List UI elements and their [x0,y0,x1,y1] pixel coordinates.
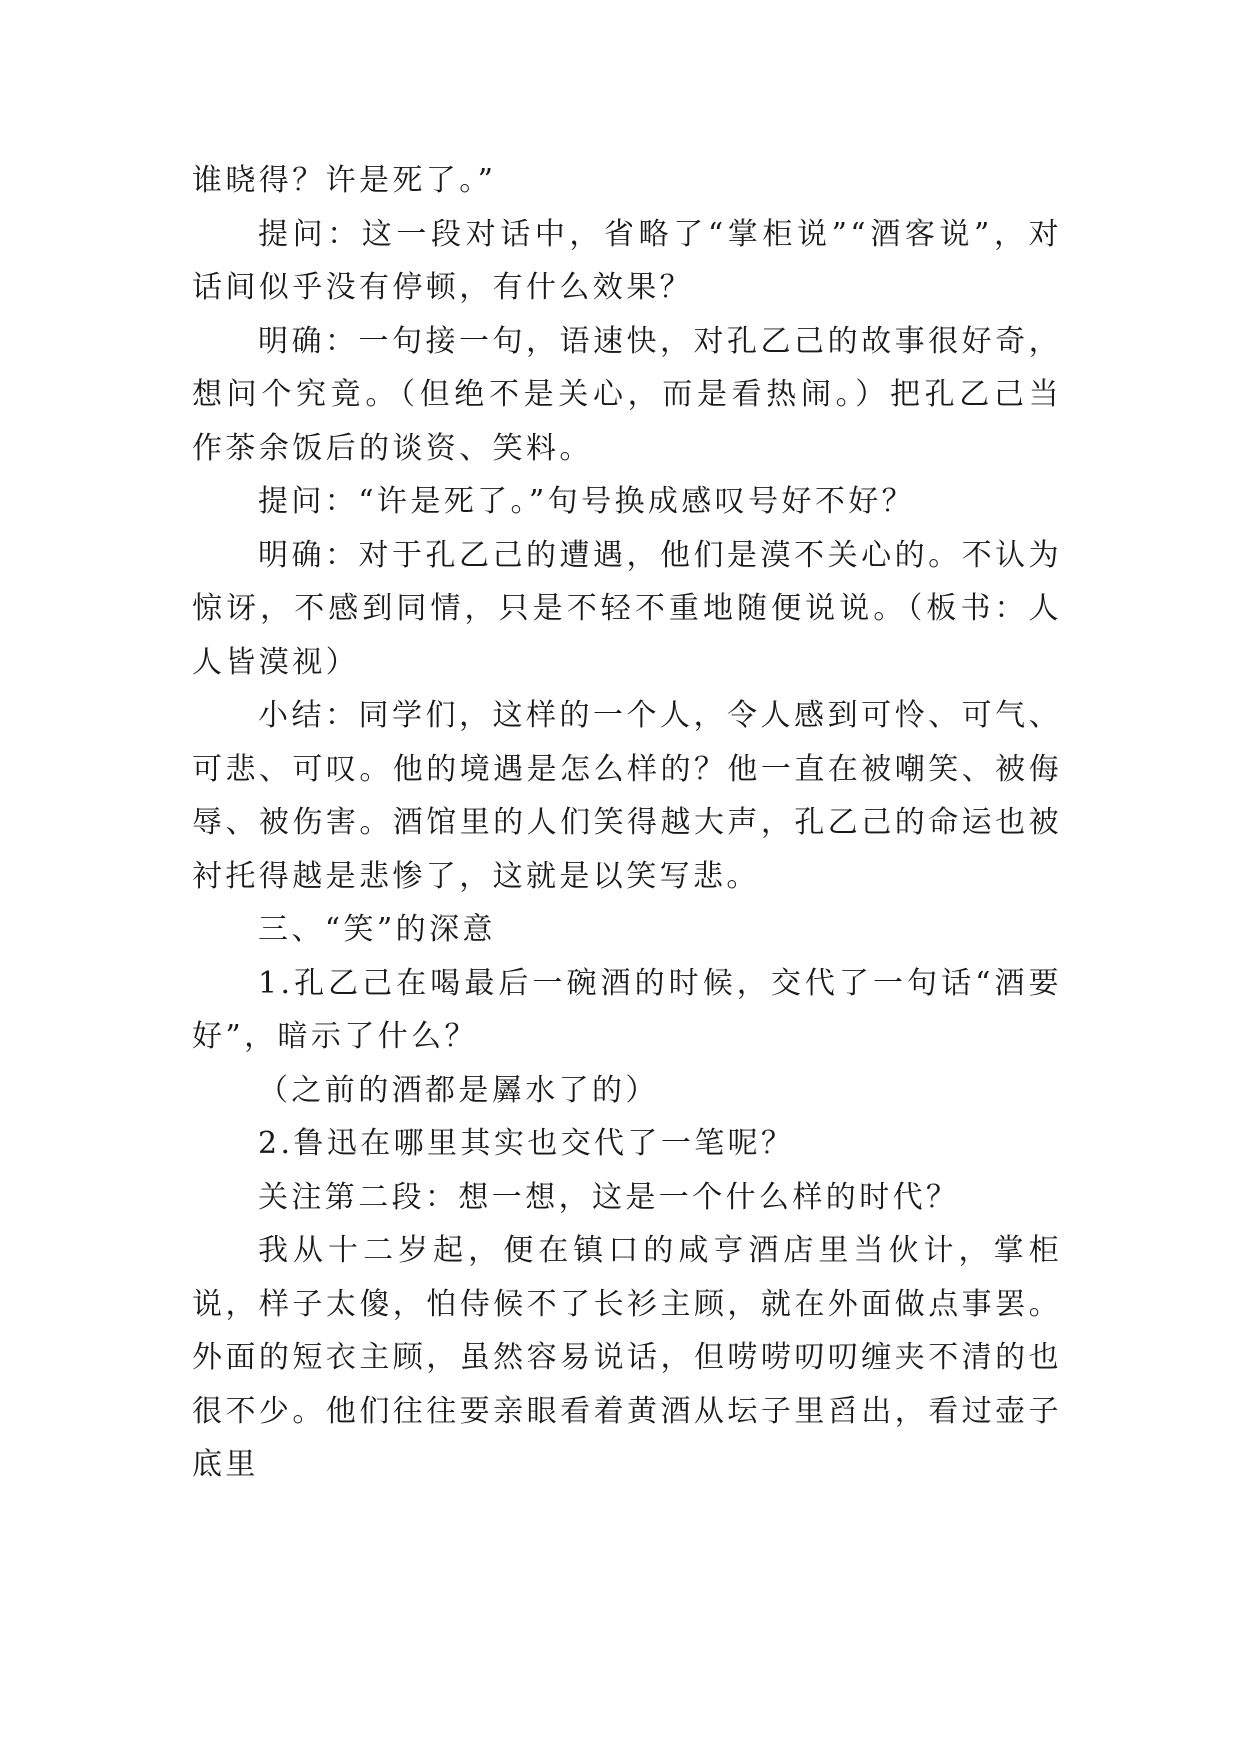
section-heading: 三、“笑”的深意 [258,912,496,947]
paragraph-3: 明确：一句接一句，语速快，对孔乙己的故事很好奇，想问个究竟。（但绝不是关心，而是看热闹。）把孔乙己当作茶余饭后的谈资、笑料。 [192,323,1062,466]
quoted-passage: 我从十二岁起，便在镇口的咸亨酒店里当伙计，掌柜说，样子太傻，怕侍候不了长衫主顾，就在外面做点事罢。外面的短衣主顾，虽然容易说话，但唠唠叨叨缠夹不清的也很不少。他们往往要亲眼看着黄酒从坛子里舀出，看过壶子底里 [192,1233,1062,1482]
paragraph-6: 小结：同学们，这样的一个人，令人感到可怜、可气、可悲、可叹。他的境遇是怎么样的？他一直在被嘲笑、被侮辱、被伤害。酒馆里的人们笑得越大声，孔乙己的命运也被衬托得越是悲惨了，这就是以笑写悲。 [192,698,1062,894]
document-body [192,154,1062,1492]
paragraph-5: 明确：对于孔乙己的遭遇，他们是漠不关心的。不认为惊讶，不感到同情，只是不轻不重地随便说说。（板书：人人皆漠视） [192,537,1062,680]
question-2: 2.鲁迅在哪里其实也交代了一笔呢？ [258,1126,795,1161]
answer-1: （之前的酒都是羼水了的） [258,1072,659,1108]
paragraph-focus: 关注第二段：想一想，这是一个什么样的时代？ [258,1179,960,1215]
paragraph-2: 提问：这一段对话中，省略了“掌柜说”“酒客说”，对话间似乎没有停顿，有什么效果？ [192,216,1062,305]
question-1: 1.孔乙己在喝最后一碗酒的时候，交代了一句话“酒要好”，暗示了什么？ [192,965,1062,1054]
paragraph-4: 提问：“许是死了。”句号换成感叹号好不好？ [258,484,916,519]
paragraph-1: 谁晓得？许是死了。” [192,163,497,198]
